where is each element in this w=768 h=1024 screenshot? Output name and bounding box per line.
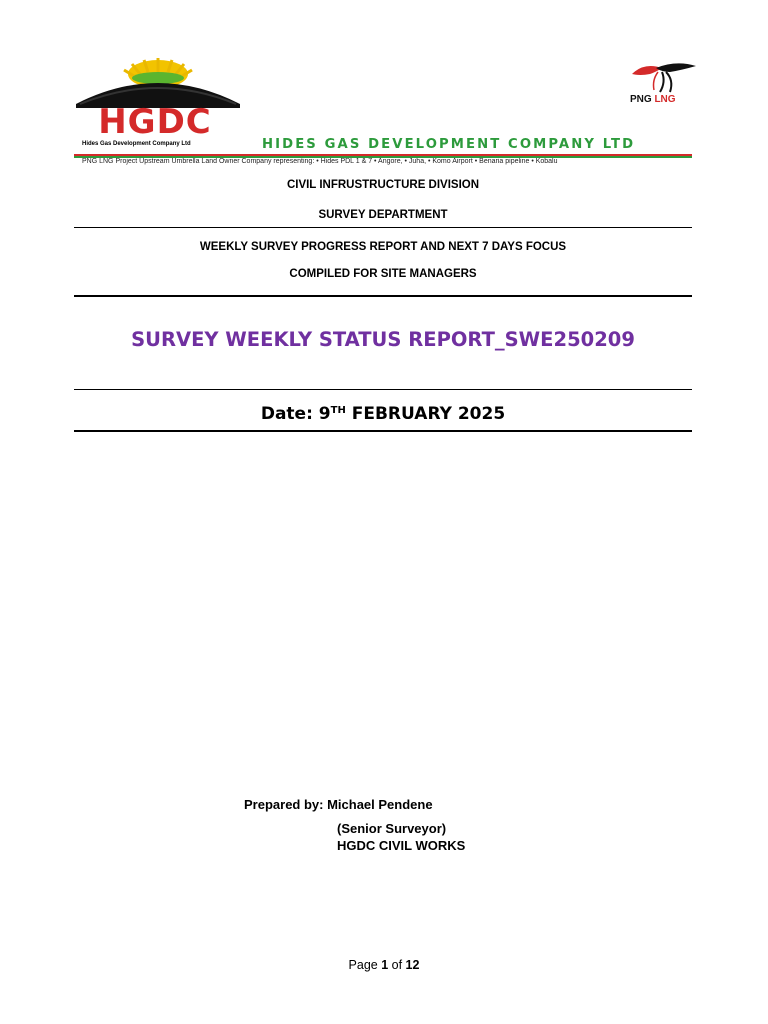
divider-rule [74,295,692,297]
preparer-role: (Senior Surveyor) [337,821,447,836]
divider-rule [74,389,692,390]
page-number: 1 [381,958,389,972]
hgdc-logo [74,56,242,156]
date-ordinal-suffix: TH [330,405,346,416]
png-text: PNG [630,94,652,105]
date-prefix: Date: 9 [260,404,331,424]
hgdc-logo-tagline: Hides Gas Development Company Ltd [82,141,191,147]
division-heading: CIVIL INFRUSTRUCTURE DIVISION [286,179,480,191]
prepared-by: Prepared by: Michael Pendene [244,797,433,812]
page-footer [0,958,768,972]
report-date [74,404,692,424]
page-word: Page [348,958,382,972]
date-rest: FEBRUARY 2025 [345,404,506,424]
department-heading: SURVEY DEPARTMENT [318,209,448,221]
hgdc-wordmark: HGDC [98,102,212,142]
png-lng-logo [626,60,698,108]
report-description: WEEKLY SURVEY PROGRESS REPORT AND NEXT 7 DAYS FOCUS [199,241,567,253]
preparer-org: HGDC CIVIL WORKS [337,838,466,853]
of-word: of [388,958,406,972]
bird-of-paradise-icon [626,60,698,94]
company-sub-tagline: PNG LNG Project Upstream Umbrella Land Owner Company representing: • Hides PDL 1 & 7 • Angore, • Juha, • Komo Airport • Benaria pipeline • Kobalu [82,158,558,165]
page-total: 12 [405,958,420,972]
compiled-for: COMPILED FOR SITE MANAGERS [289,268,477,280]
lng-text: LNG [654,94,676,105]
divider-rule [74,227,692,228]
company-name: HIDES GAS DEVELOPMENT COMPANY LTD [262,137,636,152]
png-lng-wordmark [630,94,676,105]
report-title: SURVEY WEEKLY STATUS REPORT_SWE250209 [131,328,635,351]
divider-rule [74,430,692,432]
